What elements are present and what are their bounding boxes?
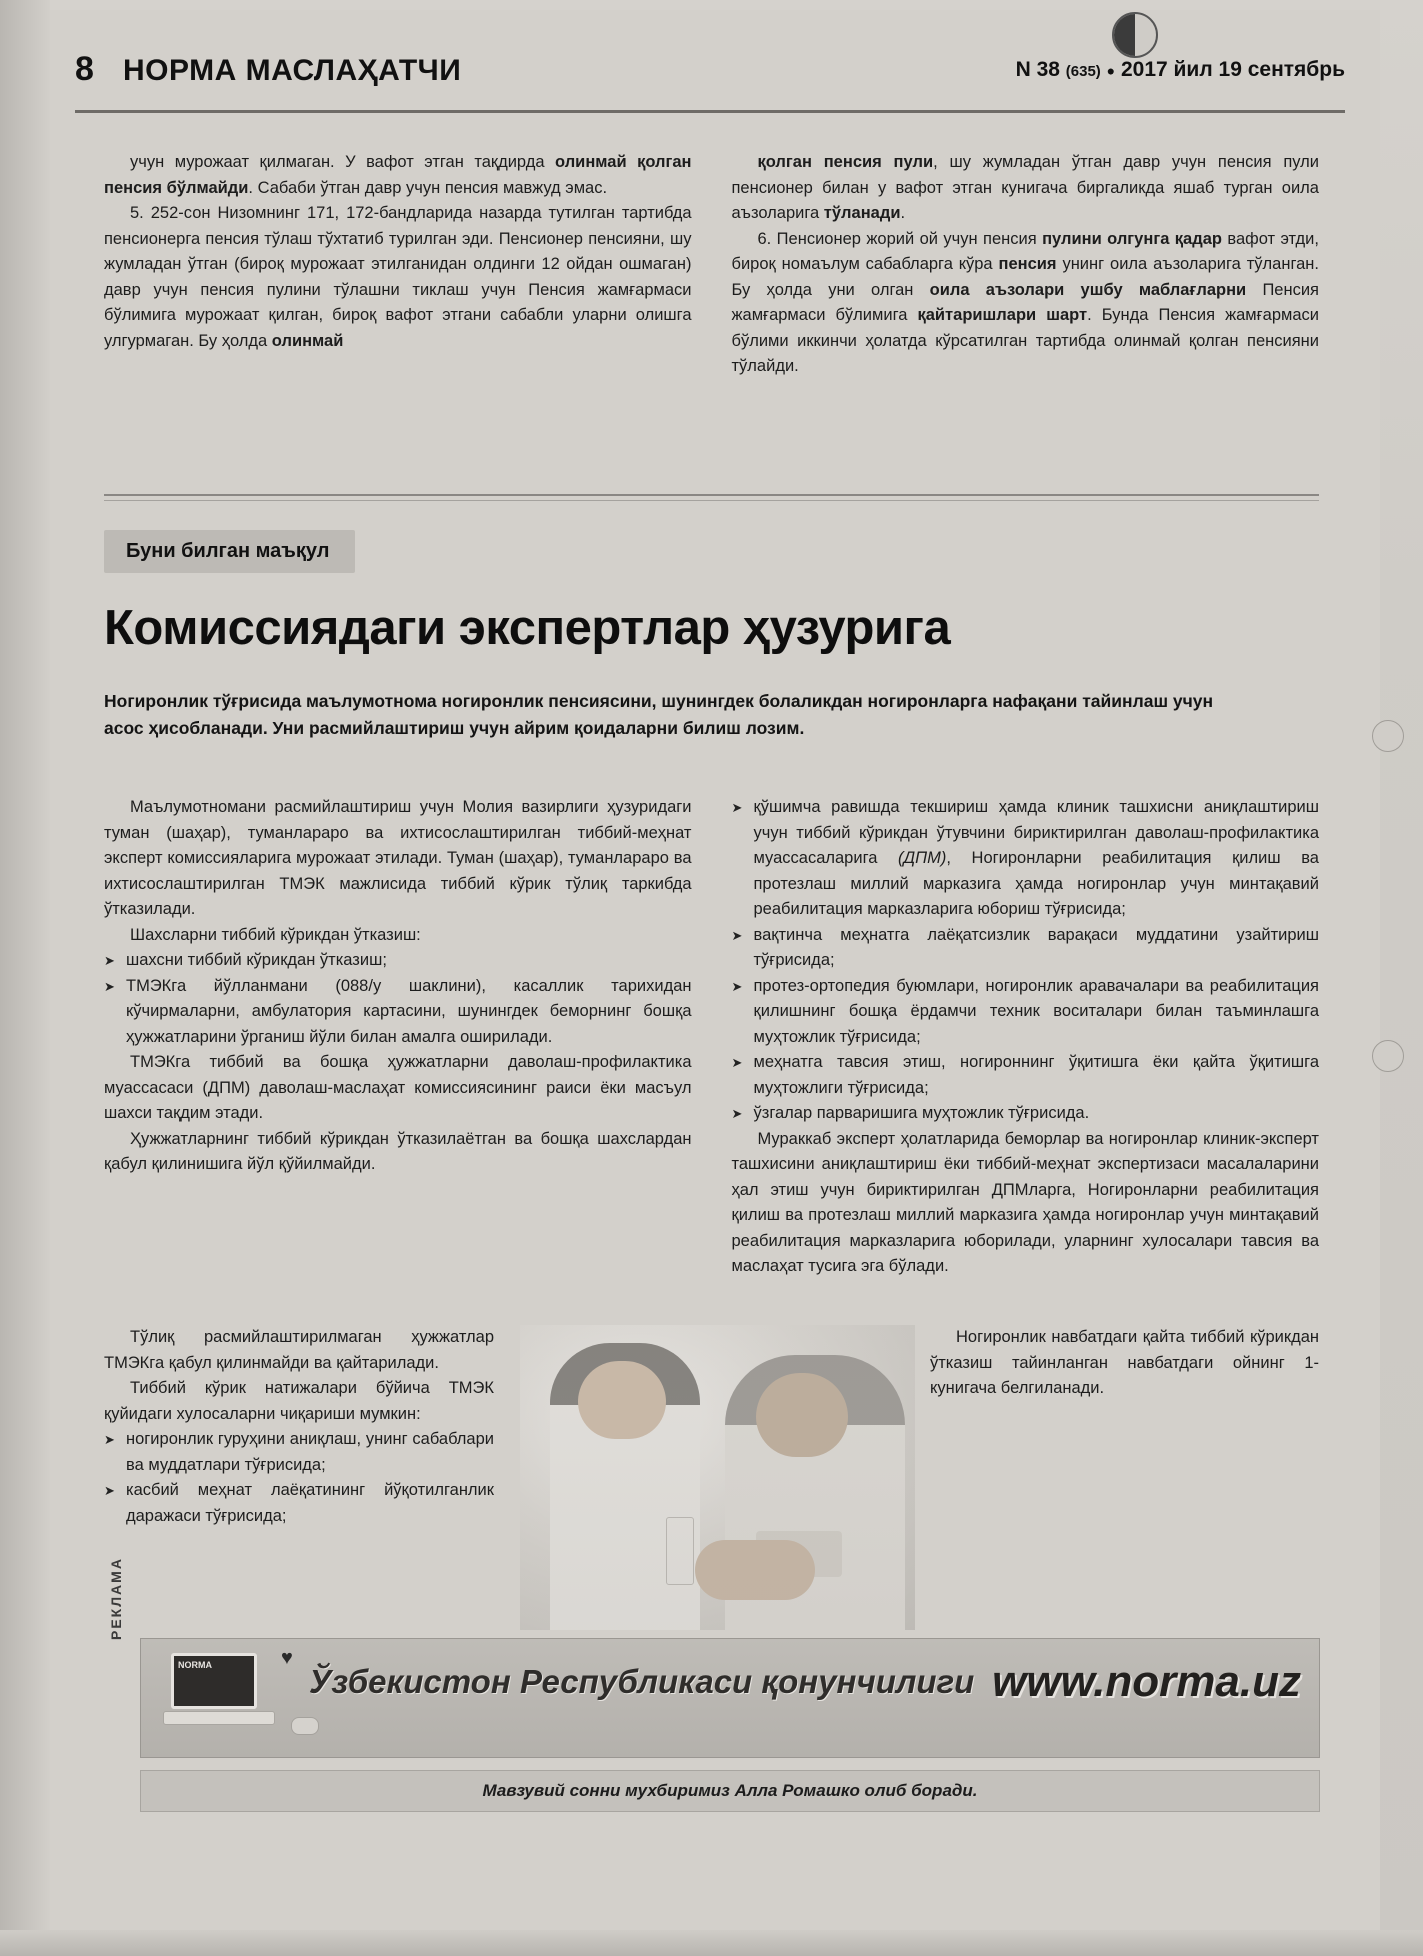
issue-date: 2017 йил 19 сентябрь	[1120, 58, 1345, 81]
paragraph: Ногиронлик навбатдаги қайта тиббий кўрикдан ўтказиш тайинланган навбатдаги ойнинг 1-кунигача белгиланади.	[930, 1328, 1319, 1397]
punch-hole	[1372, 1040, 1404, 1072]
left-lower-text	[104, 1325, 494, 1529]
page-number: 8	[75, 50, 94, 88]
rubric-badge: Буни билган маъқул	[104, 530, 355, 573]
bullet-item: ➤ шахсни тиббий кўрикдан ўтказиш;	[104, 948, 692, 974]
bullet-item: ➤ қўшимча равишда текшириш ҳамда клиник ташхисни аниқлаштириш учун тиббий кўрикдан ўтувчини бириктирилган даволаш-профилактика муассасаларига (ДПМ), Ногиронларни реабилитация қилиш ва протезлаш миллий марказига ҳамда ногиронлар учун минтақавий реабилитация марказларига юбориш тўғрисида;	[732, 795, 1320, 923]
bullet-item: ➤ вақтинча меҳнатга лаёқатсизлик варақаси муддатини узайтириш тўғрисида;	[732, 923, 1320, 974]
paragraph: Мураккаб эксперт ҳолатларида беморлар ва ногиронлар клиник-эксперт ташхисини аниқлаштириш ёки тиббий-меҳнат экспертизаси масалаларини ҳал этиш учун бириктирилган ДПМларга, Ногиронларни реабилитация қилиш ва протезлаш миллий марказига ҳамда ногиронлар учун минтақавий реабилитация марказларига юборилади, уларнинг хулосалари тавсия ва маслаҳат тусига эга бўлади.	[731, 1129, 1319, 1275]
paragraph: 6. Пенсионер жорий ой учун пенсия пулини олгунга қадар вафот этди, бироқ номаълум сабабларга кўра пенсия унинг оила аъзоларига тўланган. Бу ҳолда уни олган оила аъзолари ушбу маблағларни Пенсия жамғармаси бўлимига қайтаришлари шарт. Бунда Пенсия жамғармаси бўлими иккинчи ҳолатда кўрсатилган тартибда олинмай қолган пенсияни тўлайди.	[731, 229, 1319, 375]
footer-note: Мавзувий сонни мухбиримиз Алла Ромашко олиб боради.	[140, 1770, 1320, 1812]
issue-number: N 38	[1015, 58, 1060, 81]
heart-icon: ♥	[281, 1647, 293, 1669]
ad-banner[interactable]	[140, 1638, 1320, 1758]
photo-doctor-face	[578, 1361, 666, 1439]
bullet-item: ➤ протез-ортопедия буюмлари, ногиронлик аравачалари ва реабилитация қилишнинг бошқа ёрдамчи техник воситалари билан таъминлашга муҳтожлик тўғрисида;	[732, 974, 1320, 1051]
article-photo	[520, 1325, 915, 1630]
top-article-columns	[104, 150, 1319, 380]
main-column-left	[104, 795, 692, 1280]
ad-slogan: Ўзбекистон Республикаси қонунчилиги	[309, 1663, 975, 1700]
laptop-screen-label: NORMA	[171, 1653, 257, 1709]
paragraph: учун мурожаат қилмаган. У вафот этган тақдирда олинмай қолган пенсия бўлмайди. Сабаби ўтган давр учун пенсия мавжуд эмас.	[104, 153, 692, 197]
article-lead: Ногиронлик тўғрисида маълумотнома ногиронлик пенсиясини, шунингдек болаликдан ногиронларга нафақани тайинлаш учун асос ҳисобланади. Уни расмийлаштириш учун айрим қоидаларни билиш лозим.	[104, 691, 1214, 738]
punch-hole	[1372, 720, 1404, 752]
masthead-title: НОРМА МАСЛАҲАТЧИ	[123, 54, 462, 87]
photo-bottle	[666, 1517, 694, 1585]
bullet-item: ➤ ногиронлик гуруҳини аниқлаш, унинг сабаблари ва муддатлари тўғрисида;	[104, 1427, 494, 1478]
page-bottom-edge	[0, 1930, 1423, 1956]
laptop-icon	[163, 1653, 273, 1731]
issue-separator-dot: ●	[1106, 62, 1116, 79]
reklama-label: РЕКЛАМА	[108, 1557, 124, 1640]
section-divider-thin	[104, 500, 1319, 501]
moon-phase-icon	[1112, 12, 1158, 58]
header-rule	[75, 110, 1345, 113]
main-column-right	[732, 795, 1320, 1280]
bullet-item: ➤ ТМЭКга йўлланмани (088/у шаклини), касаллик тарихидан кўчирмаларни, амбулатория картасини, шунингдек беморнинг бошқа ҳужжатларини ўрганиш йўли билан амалга оширилади.	[104, 974, 692, 1051]
photo-patient-face	[756, 1373, 848, 1457]
paragraph: Тўлиқ расмийлаштирилмаган ҳужжатлар ТМЭКга қабул қилинмайди ва қайтарилади.	[104, 1328, 494, 1372]
page-left-edge	[0, 0, 50, 1956]
bullet-item: ➤ меҳнатга тавсия этиш, ногироннинг ўқитишга ёки қайта ўқитишга муҳтожлиги тўғрисида;	[732, 1050, 1320, 1101]
paragraph: қолган пенсия пули, шу жумладан ўтган давр учун пенсия пули пенсионер билан у вафот этган кунигача биргаликда яшаб турган оила аъзоларига тўланади.	[731, 153, 1319, 222]
article-headline: Комиссиядаги экспертлар ҳузурига	[104, 601, 951, 655]
laptop-base	[163, 1711, 275, 1725]
ad-url[interactable]: www.norma.uz	[992, 1657, 1301, 1706]
bullet-item: ➤ касбий меҳнат лаёқатининг йўқотилганлик даражаси тўғрисида;	[104, 1478, 494, 1529]
paragraph: Маълумотномани расмийлаштириш учун Молия вазирлиги ҳузуридаги туман (шаҳар), туманлараро ва ихтисослаштирилган тиббий-меҳнат эксперт комиссияларига мурожаат этилади. Туман (шаҳар), туманлараро ва ихтисослаштирилган ТМЭК мажлисида тиббий кўрик тўлиқ таркибда ўтказилади.	[104, 798, 692, 918]
paragraph: Тиббий кўрик натижалари бўйича ТМЭК қуйидаги хулосаларни чиқариши мумкин:	[104, 1379, 494, 1423]
page-header	[75, 48, 1345, 104]
top-column-left	[104, 150, 692, 380]
paragraph: ТМЭКга тиббий ва бошқа ҳужжатларни даволаш-профилактика муассасаси (ДПМ) даволаш-маслаҳат комиссиясининг раиси ёки масъул шахси тақдим этади.	[104, 1053, 692, 1122]
paragraph: Ҳужжатларнинг тиббий кўрикдан ўтказилаётган ва бошқа шахслардан қабул қилинишига йўл қўйилмайди.	[104, 1129, 692, 1173]
right-lower-text	[930, 1325, 1319, 1402]
top-column-right	[732, 150, 1320, 380]
issue-paren: (635)	[1065, 63, 1101, 80]
issue-info	[1016, 58, 1345, 82]
paragraph: Шахсларни тиббий кўрикдан ўтказиш:	[130, 925, 421, 944]
main-article-columns	[104, 795, 1319, 1280]
photo-doctor-figure	[550, 1343, 700, 1630]
photo-box	[756, 1531, 842, 1577]
mouse-icon	[291, 1717, 319, 1735]
photo-patient-figure	[725, 1355, 905, 1630]
photo-hands	[695, 1540, 815, 1600]
paragraph: 5. 252-сон Низомнинг 171, 172-бандларида назарда тутилган тартибда пенсионерга пенсия тўлаш тўхтатиб турилган эди. Пенсионер пенсияни, шу жумладан ўтган (бироқ мурожаат этилганидан олдинги 12 ойдан ошмаган) давр учун пенсия пулини тўлашни тиклаш учун Пенсия жамғармаси бўлимига мурожаат қилган, бироқ вафот этгани сабабли уларни олишга улгурмаган. Бу ҳолда олинмай	[104, 204, 692, 350]
bullet-item: ➤ ўзгалар парваришига муҳтожлик тўғрисида.	[732, 1101, 1320, 1127]
section-divider	[104, 494, 1319, 496]
